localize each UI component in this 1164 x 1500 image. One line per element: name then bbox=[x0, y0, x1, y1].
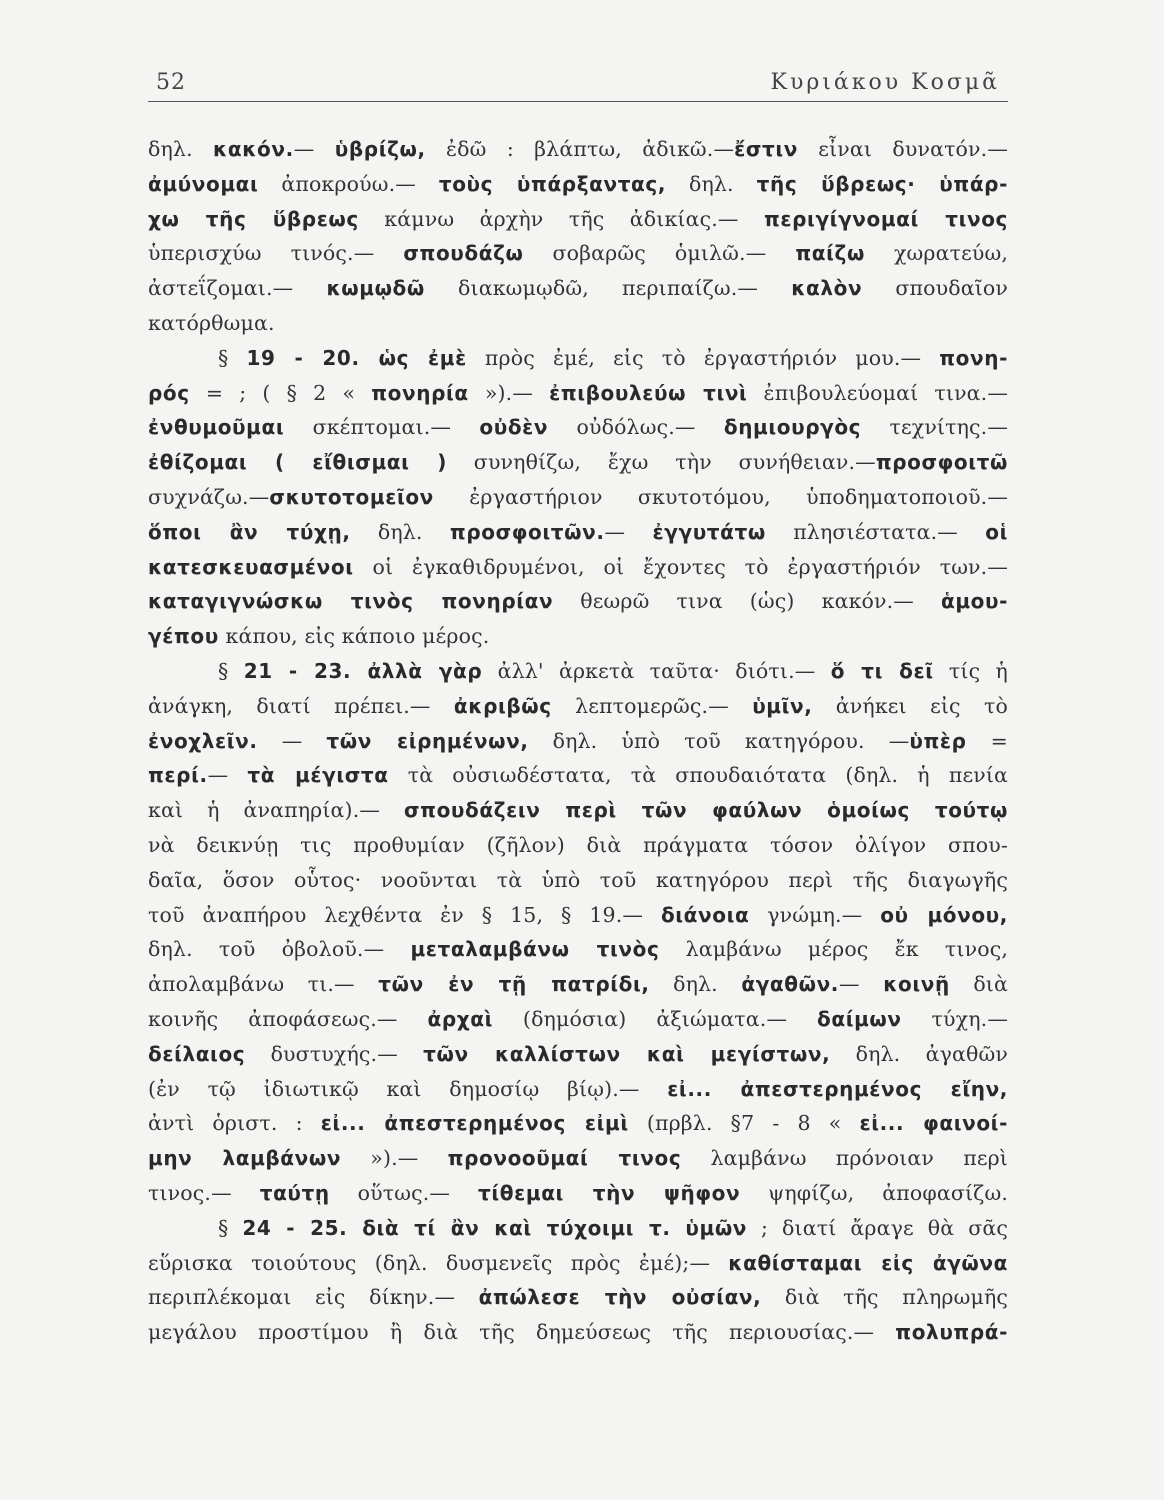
gloss-text: § bbox=[218, 1215, 243, 1240]
text-line bbox=[148, 1037, 1008, 1072]
gloss-text: γνώμη.— bbox=[749, 902, 881, 927]
text-line bbox=[148, 898, 1008, 933]
headword: ἔστιν bbox=[734, 137, 798, 161]
headword: τοὺς ὑπάρξαντας, bbox=[438, 171, 667, 196]
headword: κοινῇ bbox=[883, 972, 950, 997]
page-number: 52 bbox=[156, 70, 186, 95]
headword: κωμῳδῶ bbox=[326, 276, 425, 301]
headword: ὑπὲρ bbox=[909, 728, 967, 753]
headword: ταύτῃ bbox=[259, 1180, 330, 1205]
gloss-text: ἀστεΐζομαι.— bbox=[148, 276, 327, 301]
gloss-text: ἐπιβουλεύομαί τινα.— bbox=[747, 380, 1008, 405]
gloss-text: — bbox=[257, 728, 327, 753]
gloss-text: — bbox=[839, 972, 884, 997]
headword: σκυτοτομεῖον bbox=[269, 484, 434, 509]
text-line bbox=[148, 828, 1008, 863]
gloss-text: τίς ἡ bbox=[933, 658, 1008, 683]
headword: πονηρία bbox=[371, 380, 469, 405]
headword: προσφοιτῶν. bbox=[449, 519, 605, 544]
text-line bbox=[148, 132, 1008, 167]
headword: οὐ μόνου, bbox=[880, 902, 1008, 927]
text-line bbox=[148, 967, 1008, 1002]
gloss-text: ἀντὶ ὁριστ. : bbox=[148, 1111, 321, 1136]
gloss-text: τινος.— bbox=[148, 1180, 260, 1205]
gloss-text: δηλ. bbox=[666, 171, 757, 196]
gloss-text: ἐργαστήριον σκυτοτόμου, ὑποδηματοποιοῦ.— bbox=[433, 484, 1008, 509]
gloss-text: εὕρισκα τοιούτους (δηλ. δυσμενεῖς πρὸς ἐμέ);— bbox=[148, 1250, 729, 1275]
headword: ἐνοχλεῖν. bbox=[148, 728, 258, 753]
gloss-text: σοβαρῶς ὁμιλῶ.— bbox=[523, 241, 796, 266]
headword: διάνοια bbox=[660, 902, 750, 927]
headword: παίζω bbox=[795, 241, 865, 266]
header-rule bbox=[148, 101, 1008, 102]
text-line bbox=[148, 689, 1008, 724]
gloss-text: τύχη.— bbox=[901, 1006, 1008, 1031]
text-line bbox=[148, 341, 1008, 376]
headword: τῆς ὕβρεως· ὑπάρ- bbox=[756, 171, 1008, 196]
gloss-text: § bbox=[218, 345, 247, 370]
headword: 24 - 25. διὰ τί ἂν καὶ τύχοιμι τ. ὑμῶν bbox=[242, 1215, 748, 1240]
gloss-text: λεπτομερῶς.— bbox=[551, 693, 753, 718]
text-line bbox=[148, 584, 1008, 619]
text-line bbox=[148, 202, 1008, 237]
gloss-text: ἐδῶ : βλάπτω, ἀδικῶ.— bbox=[425, 137, 735, 161]
headword: περί. bbox=[148, 763, 208, 788]
text-line bbox=[148, 515, 1008, 550]
gloss-text: δηλ. bbox=[148, 137, 214, 161]
text-line bbox=[148, 863, 1008, 898]
gloss-text: δυστυχής.— bbox=[245, 1041, 424, 1066]
text-line bbox=[148, 1141, 1008, 1176]
text-line bbox=[148, 445, 1008, 480]
headword: τῶν καλλίστων καὶ μεγίστων, bbox=[423, 1041, 831, 1066]
gloss-text: πλησιέστατα.— bbox=[765, 519, 986, 544]
gloss-text: περιπλέκομαι εἰς δίκην.— bbox=[148, 1285, 479, 1310]
gloss-text: — bbox=[207, 763, 248, 788]
headword: ὑβρίζω, bbox=[334, 137, 426, 161]
gloss-text: λαμβάνω μέρος ἔκ τινος, bbox=[659, 937, 1008, 962]
gloss-text: νὰ δεικνύῃ τις προθυμίαν (ζῆλον) διὰ πράγματα τόσον ὀλίγον σπου- bbox=[148, 832, 1008, 857]
headword: γέπου bbox=[148, 624, 219, 649]
gloss-text: δηλ. τοῦ ὀβολοῦ.— bbox=[148, 937, 411, 962]
headword: ἁμου- bbox=[940, 589, 1008, 614]
page-header bbox=[148, 70, 1008, 102]
text-line bbox=[148, 410, 1008, 445]
gloss-text: σκέπτομαι.— bbox=[284, 415, 480, 440]
commentary-text bbox=[148, 132, 1008, 1350]
headword: δαίμων bbox=[817, 1006, 902, 1031]
headword: 19 - 20. ὡς ἐμὲ bbox=[246, 345, 467, 370]
headword: ἀκριβῶς bbox=[453, 693, 552, 718]
gloss-text: τοῦ ἀναπήρου λεχθέντα ἐν § 15, § 19.— bbox=[148, 902, 661, 927]
gloss-text: οὕτως.— bbox=[329, 1180, 479, 1205]
gloss-text: ἀνάγκη, διατί πρέπει.— bbox=[148, 693, 454, 718]
headword: ἐπιβουλεύω τινὶ bbox=[549, 380, 748, 405]
text-line bbox=[148, 376, 1008, 411]
headword: περιγίγνομαί τινος bbox=[763, 206, 1008, 231]
headword: χω τῆς ὕβρεως bbox=[148, 206, 359, 231]
gloss-text: ἀποκρούω.— bbox=[258, 171, 439, 196]
headword: καλὸν bbox=[791, 276, 863, 301]
gloss-text: (δημόσια) ἀξιώματα.— bbox=[493, 1006, 818, 1031]
headword: καταγιγνώσκω τινὸς πονηρίαν bbox=[148, 589, 554, 614]
gloss-text: δηλ. bbox=[649, 972, 742, 997]
headword: σπουδάζειν περὶ τῶν φαύλων ὁμοίως τούτῳ bbox=[404, 798, 1008, 823]
gloss-text: δηλ. ὑπὸ τοῦ κατηγόρου. — bbox=[528, 728, 910, 753]
headword: εἰ... φαινοί- bbox=[859, 1111, 1008, 1136]
text-line bbox=[148, 932, 1008, 967]
gloss-text: πρὸς ἐμέ, εἰς τὸ ἐργαστήριόν μου.— bbox=[466, 345, 940, 370]
gloss-text: οὐδόλως.— bbox=[548, 415, 724, 440]
headword: δημιουργὸς bbox=[723, 415, 862, 440]
gloss-text: διακωμῳδῶ, περιπαίζω.— bbox=[424, 276, 792, 301]
gloss-text: ; διατί ἄραγε θὰ σᾶς bbox=[747, 1215, 1008, 1240]
gloss-text: εἶναι δυνατόν.— bbox=[797, 137, 1008, 161]
headword: εἰ... ἀπεστερημένος εἰμὶ bbox=[320, 1111, 629, 1136]
gloss-text: μεγάλου προστίμου ἢ διὰ τῆς δημεύσεως τῆς περιουσίας.— bbox=[148, 1320, 896, 1345]
gloss-text: ὑπερισχύω τινός.— bbox=[148, 241, 404, 266]
gloss-text: ἀνήκει εἰς τὸ bbox=[812, 693, 1008, 718]
gloss-text: = ; ( § 2 « bbox=[189, 380, 372, 405]
headword: ἀπώλεσε τὴν οὐσίαν, bbox=[478, 1285, 762, 1310]
headword: οἱ bbox=[985, 519, 1008, 544]
gloss-text: κατόρθωμα. bbox=[148, 310, 275, 335]
gloss-text: λαμβάνω πρόνοιαν περὶ bbox=[681, 1146, 1008, 1171]
text-line bbox=[148, 619, 1008, 654]
headword: σπουδάζω bbox=[403, 241, 524, 266]
text-line bbox=[148, 758, 1008, 793]
text-line bbox=[148, 1176, 1008, 1211]
gloss-text: οἱ ἐγκαθιδρυμένοι, οἱ ἔχοντες τὸ ἐργαστήριόν των.— bbox=[353, 554, 1008, 579]
gloss-text: (πρβλ. §7 - 8 « bbox=[628, 1111, 860, 1136]
headword: κακόν. bbox=[213, 137, 294, 161]
gloss-text: διὰ τῆς πληρωμῆς bbox=[761, 1285, 1008, 1310]
headword: μην λαμβάνων bbox=[148, 1146, 342, 1171]
headword: τῶν ἐν τῇ πατρίδι, bbox=[378, 972, 650, 997]
headword: τίθεμαι τὴν ψῆφον bbox=[478, 1180, 741, 1205]
gloss-text: (ἐν τῷ ἰδιωτικῷ καὶ δημοσίῳ βίῳ).— bbox=[148, 1076, 668, 1101]
headword: τὰ μέγιστα bbox=[247, 763, 389, 788]
headword: δείλαιος bbox=[148, 1041, 246, 1066]
headword: προσφοιτῶ bbox=[875, 450, 1008, 475]
text-line bbox=[148, 1002, 1008, 1037]
text-line bbox=[148, 654, 1008, 689]
gloss-text: — bbox=[604, 519, 653, 544]
text-line bbox=[148, 167, 1008, 202]
headword: ἐγγυτάτω bbox=[652, 519, 766, 544]
headword: ἐνθυμοῦμαι bbox=[148, 415, 285, 440]
text-line bbox=[148, 236, 1008, 271]
gloss-text: συνηθίζω, ἔχω τὴν συνήθειαν.— bbox=[446, 450, 876, 475]
gloss-text: ἀπολαμβάνω τι.— bbox=[148, 972, 379, 997]
gloss-text: χωρατεύω, bbox=[864, 241, 1008, 266]
headword: ὅποι ἂν τύχῃ, bbox=[148, 519, 351, 544]
gloss-text: ἀλλ' ἀρκετὰ ταῦτα· διότι.— bbox=[482, 658, 831, 683]
gloss-text: δαῖα, ὅσον οὗτος· νοοῦνται τὰ ὑπὸ τοῦ κατηγόρου περὶ τῆς διαγωγῆς bbox=[148, 867, 1008, 892]
text-line bbox=[148, 1106, 1008, 1141]
text-line bbox=[148, 306, 1008, 341]
gloss-text: διὰ bbox=[949, 972, 1008, 997]
text-line bbox=[148, 480, 1008, 515]
text-line bbox=[148, 1246, 1008, 1281]
headword: οὐδὲν bbox=[479, 415, 549, 440]
headword: ἐθίζομαι ( εἴθισμαι ) bbox=[148, 450, 447, 475]
headword: προνοοῦμαί τινος bbox=[447, 1146, 682, 1171]
gloss-text: θεωρῶ τινα (ὡς) κακόν.— bbox=[553, 589, 941, 614]
running-head: Κυριάκου Κοσμᾶ bbox=[770, 70, 1000, 95]
text-line bbox=[148, 1211, 1008, 1246]
gloss-text: κάμνω ἀρχὴν τῆς ἀδικίας.— bbox=[358, 206, 764, 231]
headword: καθίσταμαι εἰς ἀγῶνα bbox=[728, 1250, 1008, 1275]
gloss-text: δηλ. bbox=[350, 519, 450, 544]
gloss-text: ψηφίζω, ἀποφασίζω. bbox=[740, 1180, 1008, 1205]
headword: πονη- bbox=[939, 345, 1008, 370]
text-line bbox=[148, 271, 1008, 306]
text-line bbox=[148, 1072, 1008, 1107]
gloss-text: δηλ. ἀγαθῶν bbox=[830, 1041, 1008, 1066]
text-line bbox=[148, 724, 1008, 759]
headword: κατεσκευασμένοι bbox=[148, 554, 354, 579]
headword: ρός bbox=[148, 380, 190, 405]
gloss-text: σπουδαῖον bbox=[862, 276, 1008, 301]
gloss-text: »).— bbox=[468, 380, 550, 405]
gloss-text: § bbox=[218, 658, 244, 683]
text-line bbox=[148, 793, 1008, 828]
text-line bbox=[148, 1315, 1008, 1350]
headword: 21 - 23. ἀλλὰ γὰρ bbox=[243, 658, 483, 683]
headword: πολυπρά- bbox=[895, 1320, 1008, 1345]
headword: τῶν εἰρημένων, bbox=[326, 728, 529, 753]
gloss-text: — bbox=[293, 137, 335, 161]
headword: ὑμῖν, bbox=[752, 693, 813, 718]
headword: ὅ τι δεῖ bbox=[830, 658, 934, 683]
headword: εἰ... ἀπεστερημένος εἴην, bbox=[667, 1076, 1008, 1101]
headword: ἀρχαὶ bbox=[427, 1006, 493, 1031]
gloss-text: τὰ οὐσιωδέστατα, τὰ σπουδαιότατα (δηλ. ἡ πενία bbox=[388, 763, 1008, 788]
headword: ἀμύνομαι bbox=[148, 171, 259, 196]
headword: μεταλαμβάνω τινὸς bbox=[410, 937, 660, 962]
text-line bbox=[148, 1280, 1008, 1315]
gloss-text: τεχνίτης.— bbox=[861, 415, 1008, 440]
gloss-text: κοινῆς ἀποφάσεως.— bbox=[148, 1006, 428, 1031]
gloss-text: καὶ ἡ ἀναπηρία).— bbox=[148, 798, 404, 823]
gloss-text: συχνάζω.— bbox=[148, 484, 270, 509]
gloss-text: κάπου, εἰς κάποιο μέρος. bbox=[218, 624, 490, 649]
text-line bbox=[148, 550, 1008, 585]
gloss-text: »).— bbox=[341, 1146, 448, 1171]
gloss-text: = bbox=[966, 728, 1008, 753]
headword: ἀγαθῶν. bbox=[741, 972, 840, 997]
